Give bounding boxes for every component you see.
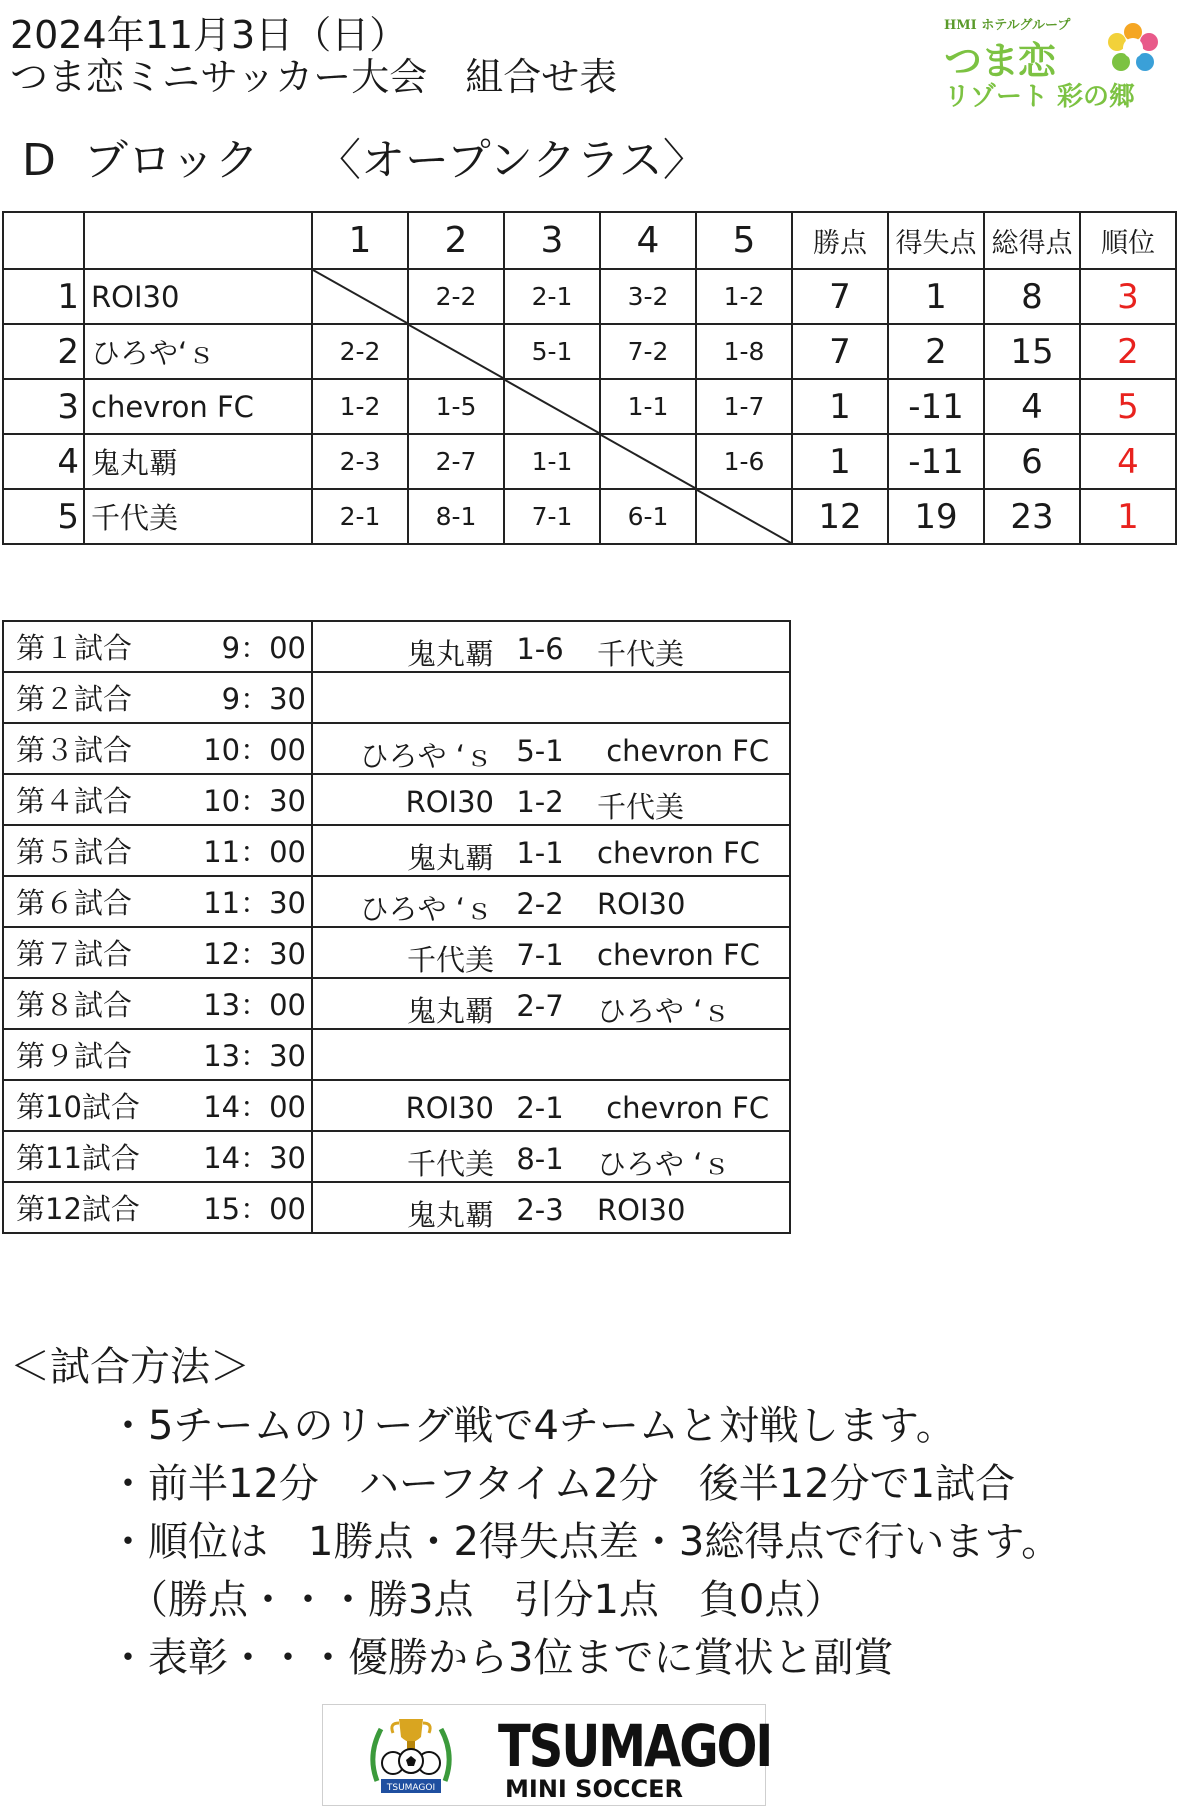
match-number: 第４試合 — [16, 784, 133, 818]
team-number: 1 — [3, 269, 84, 324]
emblem-text: TSUMAGOI — [386, 1783, 436, 1793]
header-blank-team — [84, 212, 312, 269]
team-name: 鬼丸覇 — [84, 434, 312, 489]
block-title: D ブロック 〈オープンクラス〉 — [22, 135, 707, 186]
schedule-row — [3, 672, 790, 723]
header-col-2: 2 — [408, 212, 504, 269]
matchup-cell — [312, 774, 790, 825]
match-time: 9：30 — [221, 682, 306, 716]
result-cell: 1-1 — [504, 434, 600, 489]
points-cell: 1 — [792, 434, 888, 489]
team-b: ROI30 — [597, 1193, 686, 1227]
result-cell: 2-3 — [312, 434, 408, 489]
schedule-row — [3, 1131, 790, 1182]
tsumagoi-mini-soccer-logo — [322, 1704, 772, 1806]
diagonal-cell — [696, 489, 792, 544]
match-number: 第３試合 — [16, 733, 133, 767]
team-b: chevron FC — [597, 734, 770, 768]
match-label-cell — [3, 1131, 312, 1182]
goal-diff-cell: -11 — [888, 379, 984, 434]
match-label-cell — [3, 621, 312, 672]
rule-item: ・前半12分 ハーフタイム2分 後半12分で1試合 — [108, 1461, 1016, 1507]
page-date: 2024年11月3日（日） — [10, 13, 408, 57]
standings-row — [3, 489, 1176, 544]
matchup-cell — [312, 825, 790, 876]
standings-row — [3, 324, 1176, 379]
matchup-cell — [312, 672, 790, 723]
matchup-cell — [312, 1080, 790, 1131]
header-col-5: 5 — [696, 212, 792, 269]
match-time: 10：30 — [203, 784, 306, 818]
team-a: ROI30 — [405, 785, 494, 819]
result-cell: 2-2 — [312, 324, 408, 379]
schedule-row — [3, 1182, 790, 1233]
team-b: ひろや ‘ｓ — [597, 994, 732, 1028]
team-number: 4 — [3, 434, 84, 489]
result-cell: 1-6 — [696, 434, 792, 489]
match-score: 2-7 — [516, 989, 564, 1023]
match-time: 14：00 — [203, 1090, 306, 1124]
schedule-row — [3, 978, 790, 1029]
match-number: 第10試合 — [16, 1090, 140, 1124]
match-score: 1-2 — [516, 785, 564, 819]
schedule-row — [3, 1080, 790, 1131]
header-col-3: 3 — [504, 212, 600, 269]
match-number: 第５試合 — [16, 835, 133, 869]
team-a: ROI30 — [405, 1091, 494, 1125]
team-a: ひろや ‘ｓ — [359, 739, 494, 773]
diagonal-cell — [408, 324, 504, 379]
rank-cell: 2 — [1080, 324, 1176, 379]
team-a: 鬼丸覇 — [406, 994, 494, 1028]
standings-row — [3, 434, 1176, 489]
result-cell: 2-7 — [408, 434, 504, 489]
schedule-row — [3, 876, 790, 927]
schedule-row — [3, 774, 790, 825]
match-number: 第２試合 — [16, 682, 133, 716]
points-cell: 1 — [792, 379, 888, 434]
team-b: chevron FC — [597, 836, 760, 870]
trophy-emblem-icon — [363, 1711, 459, 1801]
team-number: 2 — [3, 324, 84, 379]
schedule-row — [3, 1029, 790, 1080]
match-time: 14：30 — [203, 1141, 306, 1175]
logo-subtitle: MINI SOCCER — [505, 1775, 683, 1803]
team-a: 千代美 — [406, 1147, 494, 1181]
header-col-4: 4 — [600, 212, 696, 269]
matchup-cell — [312, 927, 790, 978]
team-number: 3 — [3, 379, 84, 434]
rule-item: ・順位は 1勝点・2得失点差・3総得点で行います。 — [108, 1519, 1062, 1565]
event-title: つま恋ミニサッカー大会 組合せ表 — [10, 55, 618, 99]
result-cell: 6-1 — [600, 489, 696, 544]
team-a: 鬼丸覇 — [406, 841, 494, 875]
rules-title: ＜試合方法＞ — [10, 1344, 250, 1390]
match-number: 第７試合 — [16, 937, 133, 971]
match-label-cell — [3, 927, 312, 978]
team-name: chevron FC — [84, 379, 312, 434]
header-goal-diff: 得失点 — [888, 212, 984, 269]
standings-row — [3, 269, 1176, 324]
match-number: 第11試合 — [16, 1141, 140, 1175]
tsumagoi-resort-logo — [940, 10, 1180, 110]
matchup-cell — [312, 1182, 790, 1233]
goal-diff-cell: -11 — [888, 434, 984, 489]
result-cell: 1-5 — [408, 379, 504, 434]
goal-diff-cell: 2 — [888, 324, 984, 379]
logo-brand-text: つま恋 — [944, 39, 1056, 83]
match-time: 13：00 — [203, 988, 306, 1022]
team-name: 千代美 — [84, 489, 312, 544]
match-score: 1-6 — [516, 632, 564, 666]
result-cell: 7-2 — [600, 324, 696, 379]
match-label-cell — [3, 1029, 312, 1080]
rule-item: （勝点・・・勝3点 引分1点 負0点） — [108, 1577, 845, 1623]
schedule-row — [3, 825, 790, 876]
result-cell: 1-2 — [696, 269, 792, 324]
team-name: ひろや‘ｓ — [84, 324, 312, 379]
logo-resort-text: リゾート 彩の郷 — [944, 82, 1136, 112]
match-score: 5-1 — [516, 734, 564, 768]
result-cell: 7-1 — [504, 489, 600, 544]
total-goals-cell: 6 — [984, 434, 1080, 489]
match-label-cell — [3, 825, 312, 876]
match-score: 2-2 — [516, 887, 564, 921]
points-cell: 7 — [792, 269, 888, 324]
matchup-cell — [312, 621, 790, 672]
team-a: ひろや ‘ｓ — [359, 892, 494, 926]
total-goals-cell: 4 — [984, 379, 1080, 434]
total-goals-cell: 15 — [984, 324, 1080, 379]
goal-diff-cell: 1 — [888, 269, 984, 324]
match-score: 7-1 — [516, 938, 564, 972]
match-time: 9：00 — [221, 631, 306, 665]
header-blank-no — [3, 212, 84, 269]
header-rank: 順位 — [1080, 212, 1176, 269]
rule-item: ・表彰・・・優勝から3位までに賞状と副賞 — [108, 1635, 894, 1681]
match-number: 第９試合 — [16, 1039, 133, 1073]
team-number: 5 — [3, 489, 84, 544]
result-cell: 3-2 — [600, 269, 696, 324]
rank-cell: 3 — [1080, 269, 1176, 324]
match-label-cell — [3, 876, 312, 927]
rank-cell: 5 — [1080, 379, 1176, 434]
total-goals-cell: 8 — [984, 269, 1080, 324]
team-name: ROI30 — [84, 269, 312, 324]
result-cell: 2-2 — [408, 269, 504, 324]
match-number: 第８試合 — [16, 988, 133, 1022]
team-a: 鬼丸覇 — [406, 637, 494, 671]
match-number: 第12試合 — [16, 1192, 140, 1226]
team-b: 千代美 — [597, 790, 685, 824]
diagonal-cell — [504, 379, 600, 434]
diagonal-cell — [600, 434, 696, 489]
match-time: 15：00 — [203, 1192, 306, 1226]
header-col-1: 1 — [312, 212, 408, 269]
result-cell: 2-1 — [312, 489, 408, 544]
match-label-cell — [3, 774, 312, 825]
matchup-cell — [312, 978, 790, 1029]
result-cell: 1-7 — [696, 379, 792, 434]
match-score: 2-3 — [516, 1193, 564, 1227]
match-score: 8-1 — [516, 1142, 564, 1176]
match-score: 2-1 — [516, 1091, 564, 1125]
team-a: 千代美 — [406, 943, 494, 977]
match-score: 1-1 — [516, 836, 564, 870]
team-a: 鬼丸覇 — [406, 1198, 494, 1232]
rank-cell: 1 — [1080, 489, 1176, 544]
result-cell: 1-1 — [600, 379, 696, 434]
standings-row — [3, 379, 1176, 434]
total-goals-cell: 23 — [984, 489, 1080, 544]
match-label-cell — [3, 723, 312, 774]
rank-cell: 4 — [1080, 434, 1176, 489]
result-cell: 5-1 — [504, 324, 600, 379]
team-b: chevron FC — [597, 938, 760, 972]
logo-group-text: HMI ホテルグループ — [944, 18, 1071, 33]
match-number: 第１試合 — [16, 631, 133, 665]
matchup-cell — [312, 1131, 790, 1182]
result-cell: 1-8 — [696, 324, 792, 379]
team-b: 千代美 — [597, 637, 685, 671]
match-time: 13：30 — [203, 1039, 306, 1073]
logo-title: TSUMAGOI — [498, 1713, 772, 1781]
schedule-row — [3, 723, 790, 774]
match-time: 11：30 — [203, 886, 306, 920]
team-b: chevron FC — [597, 1091, 770, 1125]
standings-table — [2, 211, 1177, 545]
diagonal-cell — [312, 269, 408, 324]
header-total-goals: 総得点 — [984, 212, 1080, 269]
schedule-row — [3, 927, 790, 978]
match-label-cell — [3, 1182, 312, 1233]
match-label-cell — [3, 978, 312, 1029]
header-points: 勝点 — [792, 212, 888, 269]
team-b: ROI30 — [597, 887, 686, 921]
matchup-cell — [312, 1029, 790, 1080]
goal-diff-cell: 19 — [888, 489, 984, 544]
matchup-cell — [312, 723, 790, 774]
match-number: 第６試合 — [16, 886, 133, 920]
match-time: 11：00 — [203, 835, 306, 869]
schedule-table — [2, 620, 791, 1234]
match-time: 12：30 — [203, 937, 306, 971]
team-b: ひろや ‘ｓ — [597, 1147, 732, 1181]
rule-item: ・5チームのリーグ戦で4チームと対戦します。 — [108, 1403, 956, 1449]
match-label-cell — [3, 1080, 312, 1131]
result-cell: 2-1 — [504, 269, 600, 324]
points-cell: 12 — [792, 489, 888, 544]
result-cell: 1-2 — [312, 379, 408, 434]
standings-header-row — [3, 212, 1176, 269]
match-time: 10：00 — [203, 733, 306, 767]
points-cell: 7 — [792, 324, 888, 379]
result-cell: 8-1 — [408, 489, 504, 544]
schedule-row — [3, 621, 790, 672]
matchup-cell — [312, 876, 790, 927]
flower-ring-icon — [1103, 18, 1163, 78]
match-label-cell — [3, 672, 312, 723]
